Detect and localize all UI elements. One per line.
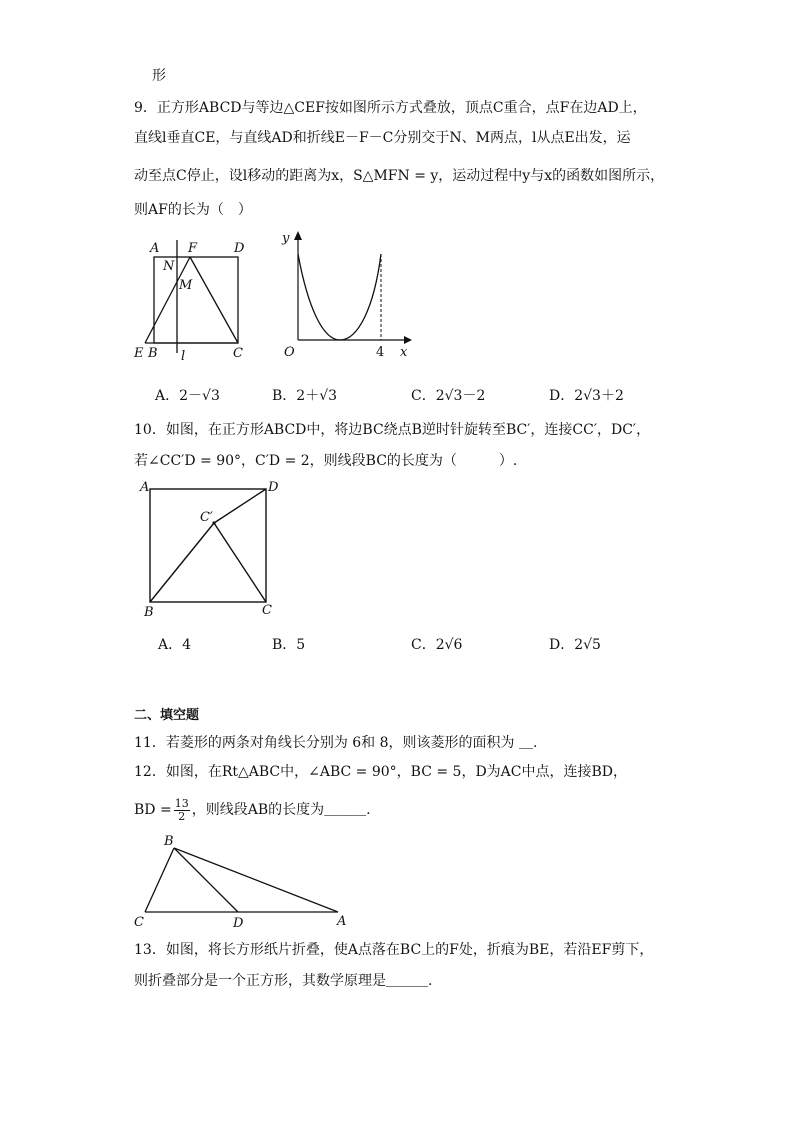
q12-line-1: 12．如图，在Rt△ABC中，∠ABC = 90°，BC = 5，D为AC中点，连接BD， xyxy=(134,764,628,780)
q9-line-2: 直线l垂直CE，与直线AD和折线E－F－C分别交于N、M两点，l从点E出发，运 xyxy=(134,130,631,146)
label-E: E xyxy=(134,346,144,361)
q9-option-d[interactable]: D．2√3＋2 xyxy=(549,388,624,404)
label-D: D xyxy=(234,241,245,256)
q9-square-figure xyxy=(130,235,260,365)
q13-line-1: 13．如图，将长方形纸片折叠，使A点落在BC上的F处，折痕为BE，若沿EF剪下， xyxy=(134,942,654,958)
q9-option-b[interactable]: B．2＋√3 xyxy=(272,388,338,404)
label-N: N xyxy=(163,259,175,274)
label-C: C xyxy=(233,346,243,361)
label-A: A xyxy=(337,914,347,929)
continuation-text: 形 xyxy=(152,68,166,84)
q10-line-2: 若∠CC′D = 90°，C′D = 2，则线段BC的长度为（ ）. xyxy=(134,453,518,469)
label-C-prime: C′ xyxy=(200,510,213,525)
q10-option-d[interactable]: D．2√5 xyxy=(549,637,601,653)
label-A: A xyxy=(150,241,160,256)
q10-option-a[interactable]: A．4 xyxy=(158,637,192,653)
q12-line-2-suffix: ，则线段AB的长度为＿＿＿. xyxy=(191,802,371,818)
label-F: F xyxy=(188,241,198,256)
label-B: B xyxy=(164,834,174,849)
graph-label-o: O xyxy=(284,345,295,360)
label-C: C xyxy=(134,915,144,930)
fraction-13-2: $\frac{13}{2}$ xyxy=(174,796,189,823)
q9-line-1: 9．正方形ABCD与等边△CEF按如图所示方式叠放，顶点C重合，点F在边AD上， xyxy=(134,100,647,116)
label-M: M xyxy=(179,278,193,293)
graph-label-y: y xyxy=(282,231,290,246)
section-heading: 二、填空题 xyxy=(134,708,200,723)
label-B: B xyxy=(148,346,158,361)
q13-line-2: 则折叠部分是一个正方形，其数学原理是＿＿＿. xyxy=(134,973,433,989)
q10-option-b[interactable]: B．5 xyxy=(272,637,306,653)
q9-line-3: 动至点C停止，设l移动的距离为x，S△MFN = y，运动过程中y与x的函数如图所示， xyxy=(134,168,665,184)
graph-label-x: x xyxy=(400,345,408,360)
label-l: l xyxy=(181,349,186,364)
label-A: A xyxy=(140,480,150,495)
label-B: B xyxy=(144,605,154,620)
q9-line-4: 则AF的长为（ ） xyxy=(134,202,252,218)
q12-triangle-figure xyxy=(130,830,360,930)
q10-line-1: 10．如图，在正方形ABCD中，将边BC绕点B逆时针旋转至BC′，连接CC′，DC′， xyxy=(134,422,651,438)
q9-option-a[interactable]: A．2－√3 xyxy=(155,388,220,404)
label-C: C xyxy=(262,603,272,618)
q9-function-graph xyxy=(278,228,418,363)
q10-square-figure xyxy=(134,477,284,622)
q10-option-c[interactable]: C．2√6 xyxy=(411,637,463,653)
q11-text: 11．若菱形的两条对角线长分别为 6和 8，则该菱形的面积为 ＿. xyxy=(134,735,538,751)
q12-line-2 xyxy=(134,794,371,826)
label-D: D xyxy=(233,916,244,931)
bd-prefix: BD = xyxy=(134,802,172,818)
graph-label-4: 4 xyxy=(376,345,385,360)
q9-option-c[interactable]: C．2√3－2 xyxy=(411,388,486,404)
label-D: D xyxy=(268,480,279,495)
